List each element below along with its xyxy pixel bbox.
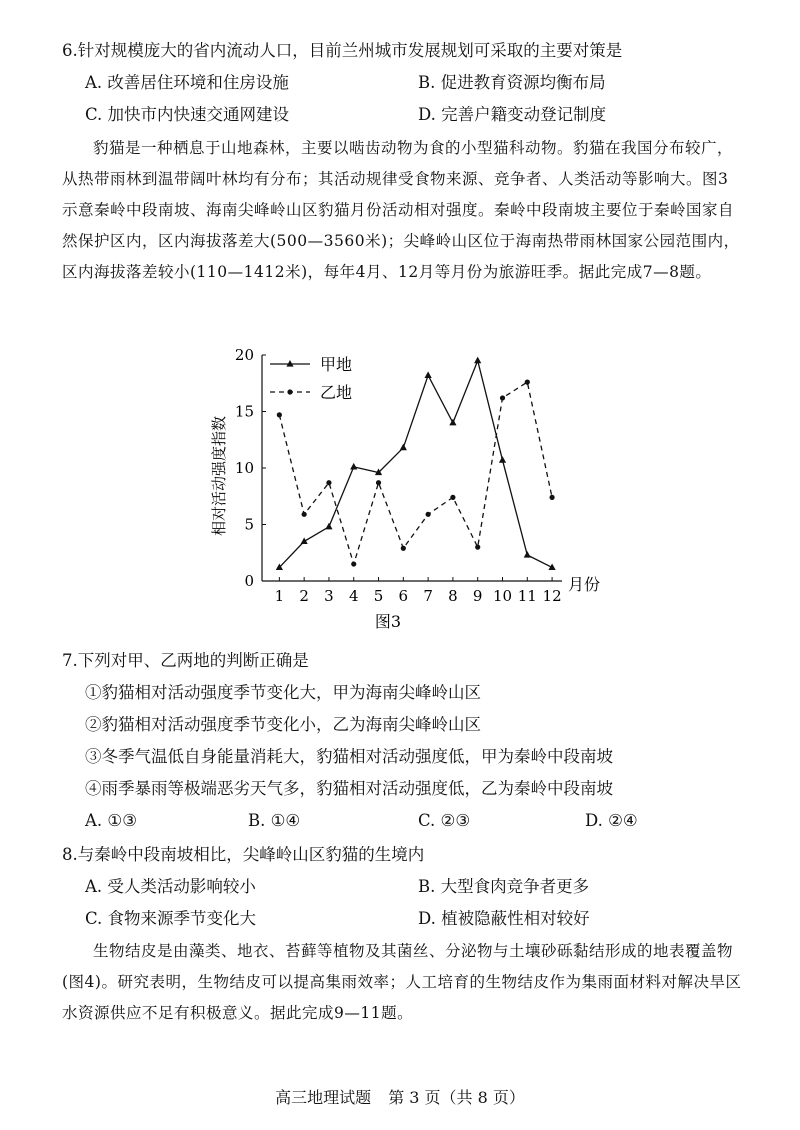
x-tick-label: 10 <box>492 587 513 605</box>
q8-stem: 8.与秦岭中段南坡相比，尖峰岭山区豹猫的生境内 <box>62 845 425 864</box>
series-1-point <box>400 444 407 451</box>
legend-label-2: 乙地 <box>320 383 353 402</box>
passage-biological-crust: 生物结皮是由藻类、地衣、苔藓等植物及其菌丝、分泌物与土壤砂砾黏结形成的地表覆盖物(图4)。研究表明，生物结皮可以提高集雨效率；人工培育的生物结皮作为集雨面材料对解决旱区水资源供应不足有积极意义。据此完成9—11题。 <box>62 942 742 1022</box>
q7-statement-2: ②豹猫相对活动强度季节变化小，乙为海南尖峰岭山区 <box>85 715 481 734</box>
x-tick-label: 1 <box>274 587 285 605</box>
q7-statement-3: ③冬季气温低自身能量消耗大，豹猫相对活动强度低，甲为秦岭中段南坡 <box>85 747 613 766</box>
q8-option-d: D. 植被隐蔽性相对较好 <box>418 909 590 928</box>
series-2-point <box>376 480 381 485</box>
y-tick-label: 15 <box>234 402 254 421</box>
series-1-point <box>325 523 332 530</box>
series-2-point <box>450 495 455 500</box>
q7-statement-4: ④雨季暴雨等极端恶劣天气多，豹猫相对活动强度低，乙为秦岭中段南坡 <box>85 779 613 798</box>
chart-x-label: 月份 <box>568 575 601 594</box>
x-tick-label: 12 <box>542 587 562 605</box>
series-2-point <box>302 512 307 517</box>
x-tick-label: 11 <box>517 587 537 605</box>
x-tick-label: 5 <box>373 587 384 605</box>
chart-title: 图3 <box>374 612 402 631</box>
series-2-point <box>426 512 431 517</box>
q7-option-c: C. ②③ <box>418 811 471 830</box>
legend-label-1: 甲地 <box>320 355 353 374</box>
q7-stem: 7.下列对甲、乙两地的判断正确是 <box>62 651 309 670</box>
q7-option-d: D. ②④ <box>585 811 638 830</box>
passage-leopard-cat: 豹猫是一种栖息于山地森林，主要以啮齿动物为食的小型猫科动物。豹猫在我国分布较广，从热带雨林到温带阔叶林均有分布；其活动规律受食物来源、竞争者、人类活动等影响大。图3示意秦岭中段南坡、海南尖峰岭山区豹猫月份活动相对强度。秦岭中段南坡主要位于秦岭国家自然保护区内，区内海拔落差大(500—3560米)；尖峰岭山区位于海南热带雨林国家公园范围内，区内海拔落差较小(110—1412米)，每年4月、12月等月份为旅游旺季。据此完成7—8题。 <box>62 139 740 281</box>
x-tick-label: 4 <box>348 587 359 605</box>
series-2-point <box>525 380 530 385</box>
x-tick-label: 2 <box>299 587 309 605</box>
figure-3-line-chart <box>200 340 620 640</box>
page-footer <box>0 1085 800 1108</box>
q7-option-b: B. ①④ <box>248 811 301 830</box>
footer-page-number: 第 3 页（共 8 页） <box>388 1088 525 1107</box>
chart-legend <box>270 355 352 402</box>
legend-marker-2 <box>287 389 292 394</box>
q6-stem: 6.针对规模庞大的省内流动人口，目前兰州城市发展规划可采取的主要对策是 <box>62 41 623 60</box>
series-2-point <box>549 495 554 500</box>
q6-option-a: A. 改善居住环境和住房设施 <box>85 73 289 92</box>
y-tick-label: 0 <box>244 572 254 590</box>
q8-option-b: B. 大型食肉竞争者更多 <box>418 877 590 896</box>
y-tick-label: 5 <box>244 515 254 534</box>
legend-marker-1 <box>286 360 293 367</box>
x-tick-label: 8 <box>448 587 458 605</box>
series-2-point <box>326 480 331 485</box>
q6-option-c: C. 加快市内快速交通网建设 <box>85 105 290 124</box>
q8-option-a: A. 受人类活动影响较小 <box>85 877 256 896</box>
x-tick-label: 3 <box>324 587 334 605</box>
series-1-point <box>425 371 432 378</box>
series-1-point <box>301 537 308 544</box>
q7-option-a: A. ①③ <box>85 811 137 830</box>
q8-option-c: C. 食物来源季节变化大 <box>85 909 257 928</box>
footer-subject: 高三地理试题 <box>275 1088 372 1107</box>
series-1-point <box>499 456 506 463</box>
series-2-point <box>277 412 282 417</box>
series-2-point <box>500 395 505 400</box>
chart-y-label: 相对活动强度指数 <box>210 415 228 537</box>
chart-y-ticks <box>235 346 266 590</box>
x-tick-label: 6 <box>398 587 409 605</box>
series-1-point <box>474 357 481 364</box>
q6-option-b: B. 促进教育资源均衡布局 <box>418 73 606 92</box>
series-1-point <box>350 463 357 470</box>
chart-series <box>276 357 556 570</box>
q6-option-d: D. 完善户籍变动登记制度 <box>418 105 607 124</box>
y-tick-label: 20 <box>234 346 254 364</box>
x-tick-label: 9 <box>472 587 483 605</box>
x-tick-label: 7 <box>423 587 433 605</box>
series-1-point <box>524 551 531 558</box>
series-line-2 <box>279 382 552 564</box>
series-2-point <box>475 545 480 550</box>
y-tick-label: 10 <box>234 459 254 477</box>
series-2-point <box>401 546 406 551</box>
q7-statement-1: ①豹猫相对活动强度季节变化大，甲为海南尖峰岭山区 <box>85 683 481 702</box>
series-1-point <box>449 419 456 426</box>
series-2-point <box>351 561 356 566</box>
